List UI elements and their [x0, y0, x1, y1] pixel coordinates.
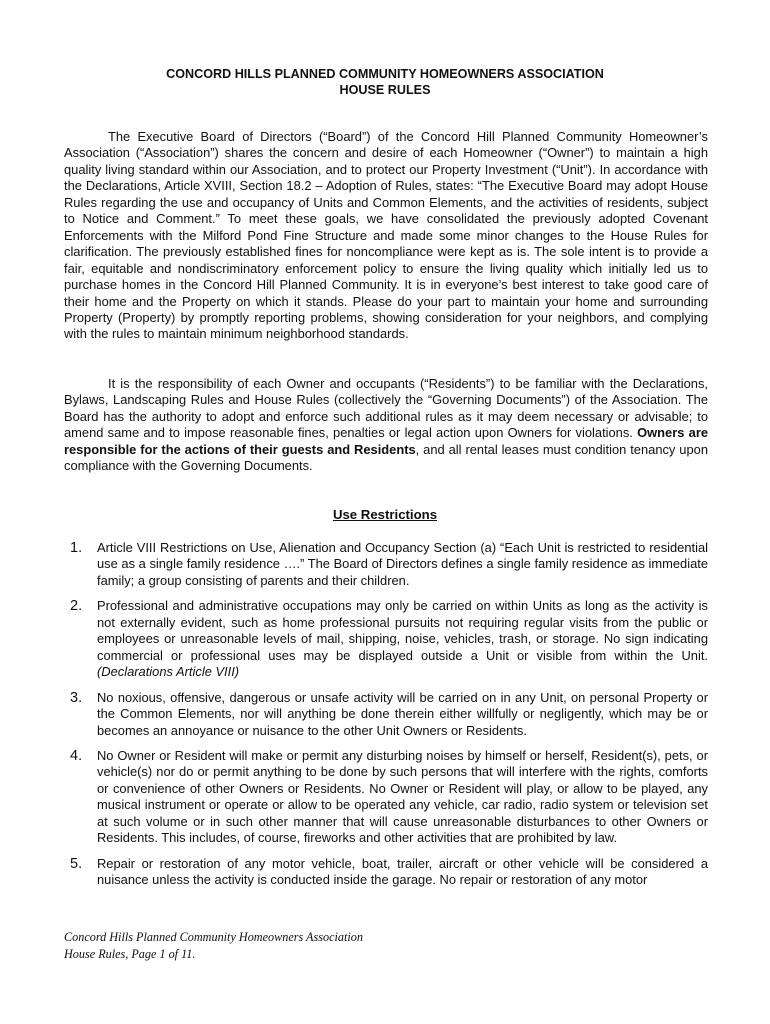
title-line-2: HOUSE RULES — [339, 83, 431, 97]
footer-line-2: House Rules, Page 1 of 11. — [64, 947, 196, 961]
rule-number: 2. — [70, 598, 83, 615]
rule-number: 5. — [70, 855, 83, 872]
intro-paragraph-2 — [64, 376, 708, 475]
rule-number: 3. — [70, 689, 83, 706]
intro-text-2-end: , and all rental leases must condition tenancy upon compliance with the Governing Documents. — [64, 441, 708, 474]
intro-text-2 — [64, 376, 708, 475]
footer-line-1: Concord Hills Planned Community Homeowners Association — [64, 930, 363, 944]
rule-item — [64, 540, 708, 589]
rule-item — [64, 690, 708, 739]
rule-item — [64, 598, 708, 680]
rule-number: 4. — [70, 747, 83, 764]
title-line-1: CONCORD HILLS PLANNED COMMUNITY HOMEOWNERS ASSOCIATION — [166, 67, 604, 81]
rules-list — [64, 540, 708, 898]
rule-text: No Owner or Resident will make or permit any disturbing noises by himself or herself, Resident(s), pets, or vehicle(s) nor do or permit anything to be done by such persons that will interfere with the rights, comforts or convenience of other Owners or Residents. No Owner or Resident will play, or allow to be played, any musical instrument or operate or allow to be operated any vehicle, car radio, radio system or television set at such volume or in such other manner that will cause unreasonable disturbances to other Owners or Residents. This includes, of course, fireworks and other activities that are prohibited by law. — [97, 747, 708, 846]
intro-text-1: The Executive Board of Directors (“Board”) of the Concord Hill Planned Community Homeowner’s Association (“Association”) shares the concern and desire of each Homeowner (“Owner”) to maintain a high quality living standard within our Association, and to protect our Property Investment (“Unit”). In accordance with the Declarations, Article XVIII, Section 18.2 – Adoption of Rules, states: “The Executive Board may adopt House Rules regarding the use and occupancy of Units and Common Elements, and the activities of residents, subject to Notice and Comment.” To meet these goals, we have consolidated the previously adopted Covenant Enforcements with the Milford Pond Fine Structure and made some minor changes to the House Rules for clarification. The previously established fines for noncompliance were kept as is. The sole intent is to provide a fair, equitable and nondiscriminatory enforcement policy to ensure the living quality which initially led us to purchase homes in the Concord Hill Planned Community. It is in everyone’s best interest to take good care of their home and the Property on which it stands. Please do your part to maintain your home and surrounding Property (Property) by promptly reporting problems, showing consideration for your neighbors, and complying with the rules to maintain minimum neighborhood standards. — [64, 129, 708, 342]
rule-item — [64, 856, 708, 889]
rule-text: Repair or restoration of any motor vehicle, boat, trailer, aircraft or other vehicle will be considered a nuisance unless the activity is conducted inside the garage. No repair or restoration of any motor — [97, 855, 708, 888]
rule-text: No noxious, offensive, dangerous or unsafe activity will be carried on in any Unit, on personal Property or the Common Elements, nor will anything be done therein either willfully or negligently, which may be or becomes an annoyance or nuisance to the other Unit Owners or Residents. — [97, 689, 708, 738]
rule-citation: (Declarations Article VIII) — [97, 664, 240, 680]
page-footer — [64, 929, 363, 963]
rule-text: Article VIII Restrictions on Use, Alienation and Occupancy Section (a) “Each Unit is restricted to residential use as a single family residence ….” The Board of Directors defines a single family residence as immediate family; a group consisting of parents and their children. — [97, 540, 708, 588]
document-title — [64, 66, 706, 98]
section-heading: Use Restrictions — [332, 507, 438, 522]
rule-number: 1. — [70, 540, 83, 556]
intro-text-2-start: It is the responsibility of each Owner and occupants (“Residents”) to be familiar with the Declarations, Bylaws, Landscaping Rules and House Rules (collectively the “Governing Documents”) of the Association. The Board has the authority to adopt and enforce such additional rules as it may deem necessary or advisable; to amend same and to impose reasonable fines, penalties or legal action upon Owners for violations. — [64, 376, 708, 441]
intro-text-2-bold: Owners are responsible for the actions of their guests and Residents — [64, 425, 709, 457]
rule-text: Professional and administrative occupations may only be carried on within Units as long as the activity is not externally evident, such as home professional pursuits not requiring regular visits from the public or employees or unreasonable levels of mail, shipping, noise, vehicles, trash, or storage. No sign indicating commercial or professional uses may be displayed outside a Unit or visible from within the Unit. — [97, 598, 708, 663]
rule-item — [64, 748, 708, 847]
intro-paragraph-1 — [64, 129, 708, 343]
